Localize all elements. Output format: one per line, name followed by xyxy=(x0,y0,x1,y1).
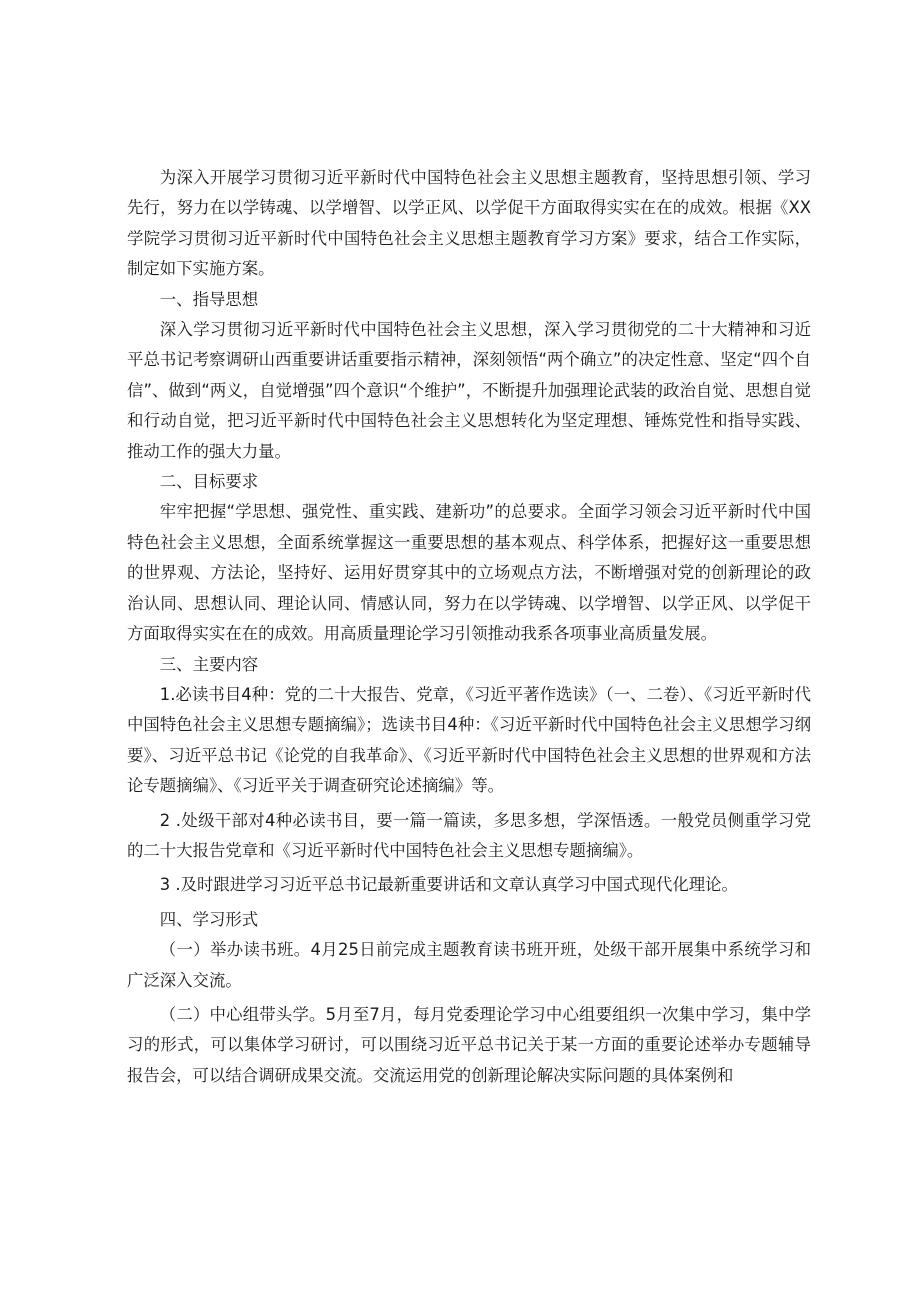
section-heading-guiding-thought: 一、指导思想 xyxy=(159,289,259,309)
cadre-reading-paragraph: 2 .处级干部对4种必读书目，要一篇一篇读，多思多想，学深悟透。一般党员侧重学习党的二十大报告党章和《习近平新时代中国特色社会主义思想专题摘编》。 xyxy=(127,810,811,860)
document-body xyxy=(127,163,811,1091)
section-heading-study-forms: 四、学习形式 xyxy=(159,909,259,929)
intro-paragraph: 为深入开展学习贯彻习近平新时代中国特色社会主义思想主题教育，坚持思想引领、学习先行，努力在以学铸魂、以学增智、以学正风、以学促干方面取得实实在在的成效。根据《XX学院学习贯彻习近平新时代中国特色社会主义思想主题教育学习方案》要求，结合工作实际，制定如下实施方案。 xyxy=(127,168,811,279)
section-heading-goals: 二、目标要求 xyxy=(159,472,259,492)
guiding-thought-paragraph: 深入学习贯彻习近平新时代中国特色社会主义思想，深入学习贯彻党的二十大精神和习近平总书记考察调研山西重要讲话重要指示精神，深刻领悟“两个确立”的决定性意、坚定“四个自信”、做到“两义，自觉增强”四个意识“个维护”，不断提升加强理论武装的政治自觉、思想自觉和行动自觉，把习近平新时代中国特色社会主义思想转化为坚定理想、锤炼党性和指导实践、推动工作的强大力量。 xyxy=(127,320,811,461)
section-heading-main-content: 三、主要内容 xyxy=(159,654,259,674)
reading-list-paragraph: 1.必读书目4种：党的二十大报告、党章，《习近平著作选读》（一、二卷）、《习近平新时代中国特色社会主义思想专题摘编》；选读书目4种：《习近平新时代中国特色社会主义思想学习纲要》、习近平总书记《论党的自我革命》、《习近平新时代中国特色社会主义思想的世界观和方法论专题摘编》、《习近平关于调查研究论述摘编》等。 xyxy=(127,684,811,796)
central-group-paragraph: （二）中心组带头学。5月至7月，每月党委理论学习中心组要组织一次集中学习，集中学习的形式，可以集体学习研讨，可以围绕习近平总书记关于某一方面的重要论述举办专题辅导报告会，可以结合调研成果交流。交流运用党的创新理论解决实际问题的具体案例和 xyxy=(127,1004,811,1085)
goals-paragraph: 牢牢把握“学思想、强党性、重实践、建新功”的总要求。全面学习领会习近平新时代中国特色社会主义思想，全面系统掌握这一重要思想的基本观点、科学体系，把握好这一重要思想的世界观、方法论，坚持好、运用好贯穿其中的立场观点方法，不断增强对党的创新理论的政治认同、思想认同、理论认同、情感认同，努力在以学铸魂、以学增智、以学正风、以学促干方面取得实实在在的成效。用高质量理论学习引领推动我系各项事业高质量发展。 xyxy=(127,502,811,644)
reading-class-paragraph: （一）举办读书班。4月25日前完成主题教育读书班开班，处级干部开展集中系统学习和广泛深入交流。 xyxy=(127,940,811,990)
follow-up-study-paragraph: 3 .及时跟进学习习近平总书记最新重要讲话和文章认真学习中国式现代化理论。 xyxy=(159,875,738,895)
